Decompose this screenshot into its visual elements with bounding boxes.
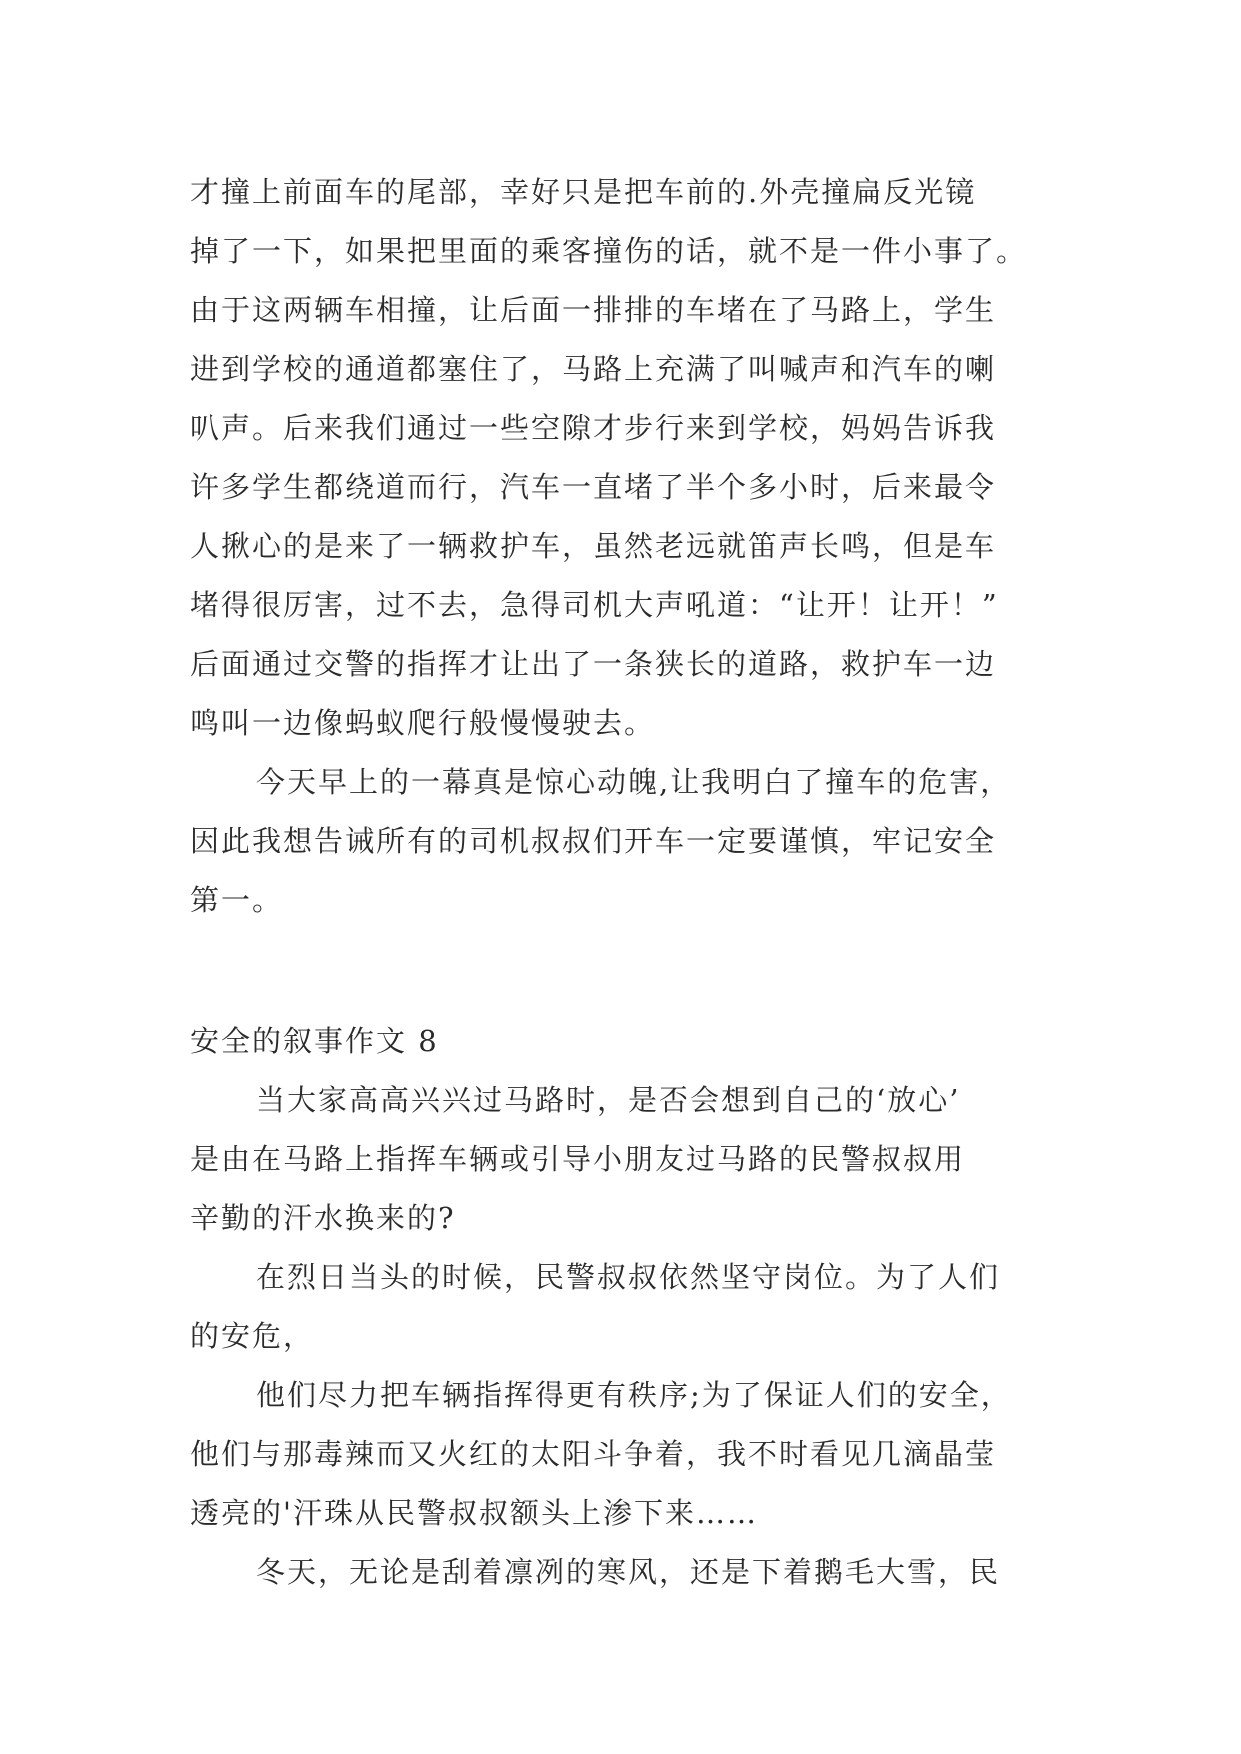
- text-line: 因此我想告诫所有的司机叔叔们开车一定要谨慎，牢记安全: [190, 824, 997, 858]
- text-line: 才撞上前面车的尾部，幸好只是把车前的.外壳撞扁反光镜: [190, 175, 977, 209]
- text-line: 第一。: [190, 883, 284, 917]
- text-line: 他们与那毒辣而又火红的太阳斗争着，我不时看见几滴晶莹: [190, 1437, 997, 1471]
- paragraph: [190, 1248, 1060, 1366]
- paragraph: [190, 1543, 1060, 1602]
- paragraph: [190, 1071, 1060, 1248]
- text-line: 堵得很厉害，过不去，急得司机大声吼道：“让开！让开！”: [190, 588, 999, 622]
- text-line: 的安危，: [190, 1319, 315, 1353]
- text-line: 他们尽力把车辆指挥得更有秩序;为了保证人们的安全，: [256, 1378, 1012, 1412]
- paragraph: [190, 753, 1060, 930]
- text-line: 冬天，无论是刮着凛冽的寒风，还是下着鹅毛大雪，民: [256, 1555, 1001, 1589]
- text-line: 后面通过交警的指挥才让出了一条狭长的道路，救护车一边: [190, 647, 997, 681]
- section-title: 安全的叙事作文 8: [190, 1024, 439, 1058]
- section-gap: [190, 930, 1060, 1012]
- text-line: 透亮的'汗珠从民警叔叔额头上渗下来……: [190, 1496, 758, 1530]
- text-line: 叭声。后来我们通过一些空隙才步行来到学校，妈妈告诉我: [190, 411, 997, 445]
- text-line: 鸣叫一边像蚂蚁爬行般慢慢驶去。: [190, 706, 656, 740]
- text-line: 人揪心的是来了一辆救护车，虽然老远就笛声长鸣，但是车: [190, 529, 997, 563]
- paragraph: [190, 163, 1060, 753]
- text-line: 当大家高高兴兴过马路时，是否会想到自己的‘放心’: [256, 1083, 961, 1117]
- text-line: 掉了一下，如果把里面的乘客撞伤的话，就不是一件小事了。: [190, 234, 1028, 268]
- text-line: 是由在马路上指挥车辆或引导小朋友过马路的民警叔叔用: [190, 1142, 966, 1176]
- document-body: [190, 163, 1060, 1602]
- text-line: 进到学校的通道都塞住了，马路上充满了叫喊声和汽车的喇: [190, 352, 997, 386]
- text-line: 在烈日当头的时候，民警叔叔依然坚守岗位。为了人们: [256, 1260, 1001, 1294]
- text-line: 今天早上的一幕真是惊心动魄,让我明白了撞车的危害，: [256, 765, 1012, 799]
- text-line: 辛勤的汗水换来的?: [190, 1201, 456, 1235]
- paragraph: [190, 1366, 1060, 1543]
- text-line: 许多学生都绕道而行，汽车一直堵了半个多小时，后来最令: [190, 470, 997, 504]
- text-line: 由于这两辆车相撞，让后面一排排的车堵在了马路上，学生: [190, 293, 997, 327]
